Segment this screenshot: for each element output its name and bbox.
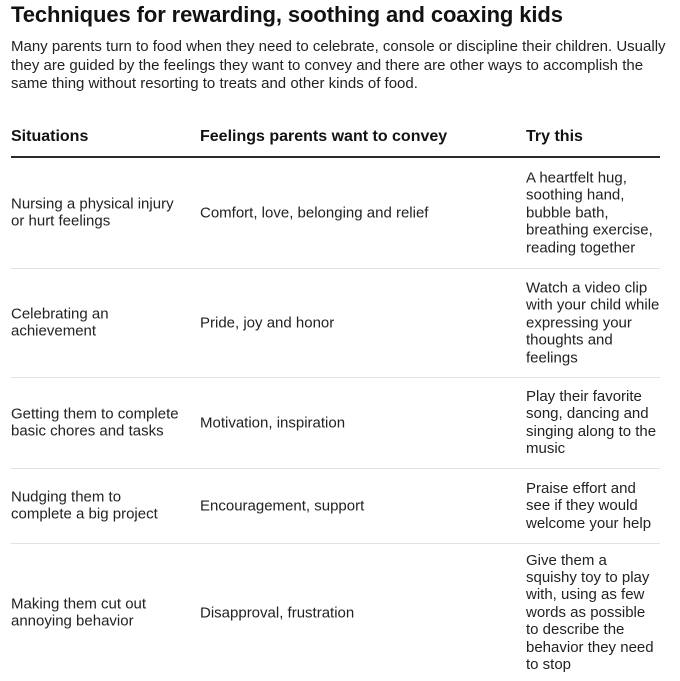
intro-paragraph: Many parents turn to food when they need to celebrate, console or discipline their children. Usually they are guided by the feelings they want to convey and there are other ways to accomplish the same thing without resorting to treats and other kinds of food.: [11, 38, 666, 92]
situation-cell: Making them cut out annoying behavior: [11, 595, 147, 630]
table-row-project: [11, 469, 660, 544]
table-row-chores: [11, 378, 660, 469]
column-header-situations: Situations: [11, 128, 89, 145]
page-title: Techniques for rewarding, soothing and coaxing kids: [11, 2, 563, 27]
try-this-cell: A heartfelt hug, soothing hand, bubble bath, breathing exercise, reading together: [526, 169, 653, 257]
table-row-behavior: [11, 544, 660, 681]
column-header-feelings: Feelings parents want to convey: [200, 128, 448, 145]
situation-cell: Nudging them to complete a big project: [11, 488, 158, 523]
feelings-cell: Pride, joy and honor: [200, 314, 335, 332]
try-this-cell: Praise effort and see if they would welcome your help: [526, 479, 652, 532]
table-row-achievement: [11, 269, 660, 378]
column-header-try-this: Try this: [526, 128, 583, 145]
feelings-cell: Encouragement, support: [200, 497, 365, 515]
situation-cell: Nursing a physical injury or hurt feelings: [11, 195, 174, 230]
situation-cell: Getting them to complete basic chores and tasks: [11, 405, 179, 440]
feelings-cell: Motivation, inspiration: [200, 414, 346, 432]
situation-cell: Celebrating an achievement: [11, 305, 109, 340]
try-this-cell: Give them a squishy toy to play with, using as few words as possible to describe the behavior they need to stop: [526, 551, 654, 674]
try-this-cell: Play their favorite song, dancing and singing along to the music: [526, 388, 657, 458]
feelings-cell: Comfort, love, belonging and relief: [200, 204, 429, 222]
table-row-injury: [11, 158, 660, 269]
try-this-cell: Watch a video clip with your child while expressing your thoughts and feelings: [526, 279, 660, 367]
feelings-cell: Disapproval, frustration: [200, 603, 355, 621]
